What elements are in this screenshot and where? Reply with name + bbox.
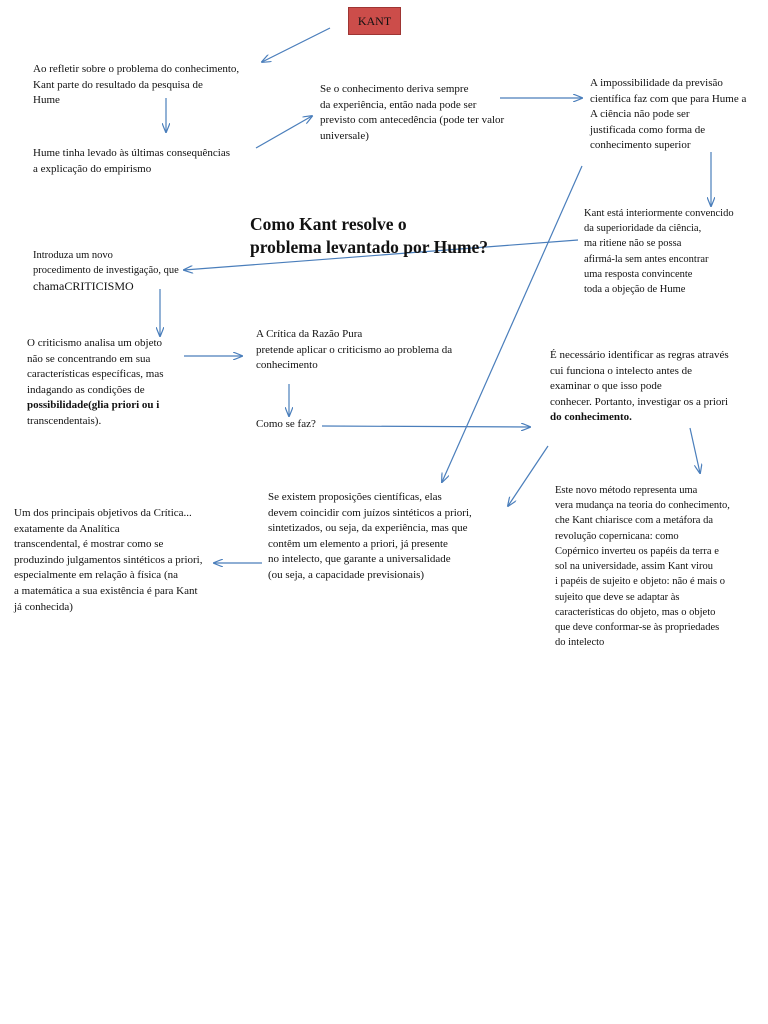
node-line: che Kant chiarisce com a metáfora da bbox=[555, 515, 713, 527]
node-line: conhecer. Portanto, investigar os a priori bbox=[550, 395, 729, 408]
node-line: previsto com antecedência (pode ter valor bbox=[320, 114, 505, 127]
node-line: sintetizados, ou seja, da experiência, mas que bbox=[268, 522, 468, 535]
node-como-se-faz bbox=[256, 417, 316, 433]
node-line: da superioridade da ciência, bbox=[584, 223, 702, 235]
node-novo-metodo bbox=[555, 483, 730, 650]
node-line: transcendentais). bbox=[27, 415, 102, 428]
node-line: O criticismo analisa um objeto bbox=[27, 337, 163, 349]
node-line: universale) bbox=[320, 129, 369, 142]
node-line: da experiência, então nada pode ser bbox=[320, 98, 477, 111]
node-line: procedimento de investigação, que bbox=[33, 265, 179, 277]
node-line: indagando as condições de bbox=[27, 383, 145, 396]
node-line: Introduza um novo bbox=[33, 250, 113, 261]
node-line: Ao refletir sobre o problema do conhecimento, bbox=[33, 63, 240, 75]
node-kant-convencido bbox=[584, 206, 734, 297]
node-line: Kant parte do resultado da pesquisa de bbox=[33, 78, 203, 91]
node-line: Copérnico inverteu os papéis da terra e bbox=[555, 545, 719, 557]
central-question-line: problema levantado por Hume? bbox=[250, 237, 489, 258]
node-line: não se concentrando em sua bbox=[27, 352, 151, 365]
node-line: sujeito que deve se adaptar às bbox=[555, 591, 680, 603]
node-objetivos bbox=[14, 506, 203, 615]
node-line: sol na universidade, assim Kant virou bbox=[555, 561, 714, 573]
central-question-line: Como Kant resolve o bbox=[250, 214, 407, 234]
node-line: no intelecto, que garante a universalidade bbox=[268, 553, 451, 566]
node-line: A ciência não pode ser bbox=[590, 108, 690, 121]
arrow-como-se-faz-to-necessario bbox=[322, 426, 530, 427]
node-line: Kant está interiormente convencido bbox=[584, 208, 734, 219]
node-line: afirmá-la sem antes encontrar bbox=[584, 253, 709, 265]
node-line: A impossibilidade da previsão bbox=[590, 77, 723, 89]
node-line: (ou seja, a capacidade previsionais) bbox=[268, 569, 425, 582]
node-line: Este novo método representa uma bbox=[555, 485, 698, 496]
node-line: devem coincidir com juízos sintéticos a priori, bbox=[268, 506, 472, 519]
node-line: pretende aplicar o criticismo ao problema da bbox=[256, 343, 453, 356]
node-line: conhecimento superior bbox=[590, 139, 691, 152]
node-line: É necessário identificar as regras através bbox=[550, 349, 729, 361]
node-line: características do objeto, mas o objeto bbox=[555, 606, 716, 618]
node-criticismo bbox=[27, 336, 164, 430]
node-impossibilidade bbox=[590, 76, 746, 154]
node-line: conhecimento bbox=[256, 359, 318, 372]
central-question bbox=[250, 213, 520, 259]
node-necessario bbox=[550, 348, 729, 426]
node-line: do intelecto bbox=[555, 637, 605, 649]
node-line: a explicação do empirismo bbox=[33, 162, 152, 175]
node-line: especialmente em relação à física (na bbox=[14, 569, 178, 582]
node-se-conhecimento bbox=[320, 82, 504, 144]
node-line: Se existem proposições científicas, elas bbox=[268, 491, 442, 503]
node-line: que deve conformar-se às propriedades bbox=[555, 621, 720, 633]
node-line: Hume tinha levado às últimas consequências bbox=[33, 147, 231, 159]
node-refletir bbox=[33, 62, 239, 109]
kant-title: KANT bbox=[357, 14, 392, 28]
node-line: i papéis de sujeito e objeto: não é mais o bbox=[555, 576, 725, 588]
node-line: cui funciona o intelecto antes de bbox=[550, 364, 693, 377]
node-line: uma resposta convincente bbox=[584, 268, 693, 280]
node-line: Como se faz? bbox=[256, 418, 316, 430]
arrow-necessario-to-proposicoes bbox=[508, 446, 548, 506]
arrow-necessario-to-novo-metodo bbox=[690, 428, 700, 473]
node-line: Hume bbox=[33, 94, 60, 107]
node-line: toda a objeção de Hume bbox=[584, 284, 686, 296]
node-line: contêm um elemento a priori, já presente bbox=[268, 537, 448, 550]
node-line: justificada como forma de bbox=[590, 123, 706, 136]
node-line: características específicas, mas bbox=[27, 368, 164, 381]
node-line-bold: possibilidade(glia priori ou i bbox=[27, 399, 160, 412]
kant-title-box bbox=[348, 7, 401, 35]
node-line: produzindo julgamentos sintéticos a priori, bbox=[14, 553, 203, 566]
node-hume-levado bbox=[33, 146, 230, 177]
node-line: transcendental, é mostrar como se bbox=[14, 538, 164, 551]
node-line: examinar o que isso pode bbox=[550, 380, 662, 393]
node-proposicoes bbox=[268, 490, 472, 584]
node-line: revolução copernicana: como bbox=[555, 530, 679, 542]
node-line: A Crítica da Razão Pura bbox=[256, 328, 363, 340]
node-line: Um dos principais objetivos da Crítica... bbox=[14, 507, 192, 519]
node-line: Se o conhecimento deriva sempre bbox=[320, 83, 469, 95]
arrow-kant-to-refletir bbox=[262, 28, 330, 62]
node-line-bold: do conhecimento. bbox=[550, 411, 632, 424]
node-line: ma ritiene não se possa bbox=[584, 238, 682, 250]
node-line: vera mudança na teoria do conhecimento, bbox=[555, 500, 730, 512]
node-line: exatamente da Analítica bbox=[14, 522, 120, 535]
arrow-hume-to-se-conhecimento bbox=[256, 116, 312, 148]
node-introduza bbox=[33, 248, 179, 296]
node-critica-razao bbox=[256, 327, 452, 374]
node-line: científica faz com que para Hume a bbox=[590, 92, 747, 105]
node-line: chamaCRITICISMO bbox=[33, 279, 134, 294]
node-line: a matemática a sua existência é para Kant bbox=[14, 585, 198, 598]
node-line: já conhecida) bbox=[14, 600, 73, 613]
